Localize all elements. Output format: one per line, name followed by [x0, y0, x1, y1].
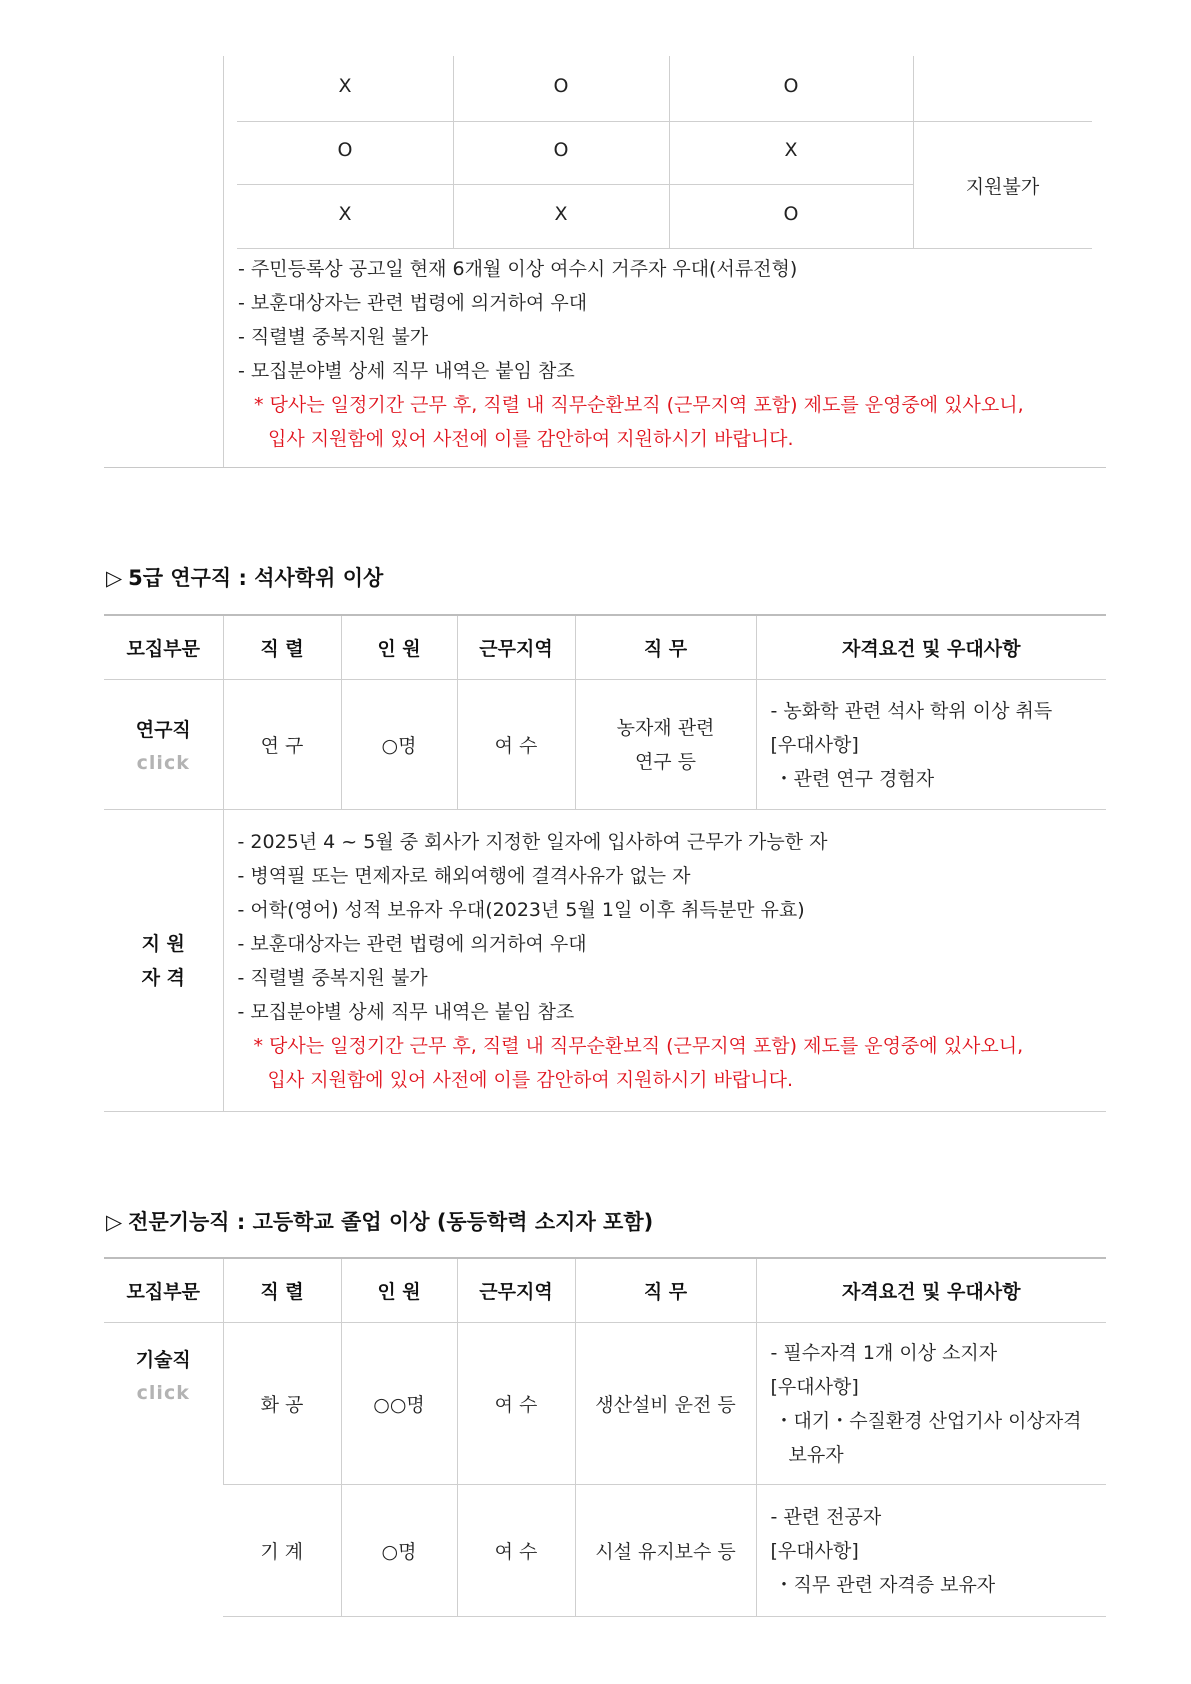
qualification-cell: [756, 1485, 1106, 1617]
table-cell: X: [338, 203, 352, 225]
divider: [223, 56, 224, 468]
section-title-text: 5급 연구직 : 석사학위 이상: [128, 566, 384, 590]
duty-cell: [575, 680, 756, 810]
column-header: 자격요건 및 우대사항: [756, 1258, 1106, 1323]
qual-label: 지 원: [141, 932, 185, 955]
table-cell: X: [784, 139, 798, 161]
divider: [104, 467, 1106, 468]
note-line: - 보훈대상자는 관련 법령에 의거하여 우대: [237, 932, 587, 955]
note-line: - 병역필 또는 면제자로 해외여행에 결격사유가 없는 자: [237, 864, 691, 887]
count-cell: ○○명: [341, 1323, 457, 1485]
column-header: 직 무: [575, 615, 756, 680]
note-line: - 직렬별 중복지원 불가: [237, 966, 428, 989]
technical-table: [104, 1257, 1106, 1617]
divider: [237, 184, 913, 185]
table-cell: O: [553, 139, 569, 161]
column-header: 모집부문: [104, 615, 223, 680]
note-line: - 2025년 4 ~ 5월 중 회사가 지정한 일자에 입사하여 근무가 가능한 자: [237, 830, 828, 853]
count-cell: ○명: [341, 680, 457, 810]
qual-line: ・직무 관련 자격증 보유자: [774, 1573, 996, 1596]
qual-label: 자 격: [141, 966, 185, 989]
duty-line: 연구 등: [634, 750, 697, 773]
warning-line: 입사 지원함에 있어 사전에 이를 감안하여 지원하시기 바랍니다.: [268, 428, 794, 450]
column-header: 근무지역: [457, 615, 575, 680]
section-title: [106, 562, 383, 592]
note-line: - 보훈대상자는 관련 법령에 의거하여 우대: [238, 292, 588, 314]
triangle-right-icon: ▷: [106, 1210, 123, 1234]
qual-line: [우대사항]: [770, 1539, 859, 1562]
table-cell: X: [554, 203, 568, 225]
qual-line: - 관련 전공자: [770, 1505, 882, 1528]
divider: [237, 248, 1092, 249]
table-cell: X: [338, 75, 352, 97]
column-header: 직 렬: [223, 615, 341, 680]
qual-line: ・대기・수질환경 산업기사 이상자격: [774, 1409, 1082, 1432]
warning-line: * 당사는 일정기간 근무 후, 직렬 내 직무순환보직 (근무지역 포함) 제도를 운영중에 있사오니,: [253, 1034, 1024, 1057]
warning-line: 입사 지원함에 있어 사전에 이를 감안하여 지원하시기 바랍니다.: [267, 1068, 794, 1091]
count-cell: ○명: [341, 1485, 457, 1617]
qual-line: - 농화학 관련 석사 학위 이상 취득: [770, 699, 1053, 722]
column-header: 모집부문: [104, 1258, 223, 1323]
status-cell: 지원불가: [965, 176, 1040, 198]
duty-cell: 생산설비 운전 등: [575, 1323, 756, 1485]
qualification-cell: [756, 680, 1106, 810]
column-header: 근무지역: [457, 1258, 575, 1323]
table-cell: O: [783, 75, 799, 97]
column-header: 인 원: [341, 1258, 457, 1323]
column-header: 인 원: [341, 615, 457, 680]
note-line: - 모집분야별 상세 직무 내역은 붙임 참조: [238, 360, 575, 382]
note-line: - 주민등록상 공고일 현재 6개월 이상 여수시 거주자 우대(서류전형): [238, 258, 798, 280]
warning-line: * 당사는 일정기간 근무 후, 직렬 내 직무순환보직 (근무지역 포함) 제도를 운영중에 있사오니,: [254, 394, 1024, 416]
category-name: 기술직: [135, 1349, 191, 1371]
column-header: 직 렬: [223, 1258, 341, 1323]
qual-line: [우대사항]: [770, 1375, 859, 1398]
category-name: 연구직: [135, 719, 191, 741]
click-link[interactable]: click: [136, 752, 190, 774]
table-header-row: [104, 1258, 1106, 1323]
table-row: [104, 1485, 1106, 1617]
qual-label-cell: [104, 810, 223, 1112]
column-header: 직 무: [575, 1258, 756, 1323]
qual-line: 보유자: [788, 1443, 844, 1466]
notes: [238, 252, 1024, 456]
note-line: - 어학(영어) 성적 보유자 우대(2023년 5월 1일 이후 취득분만 유효): [237, 898, 805, 921]
series-cell: 기 계: [223, 1485, 341, 1617]
note-line: - 직렬별 중복지원 불가: [238, 326, 429, 348]
location-cell: 여 수: [457, 1485, 575, 1617]
divider: [237, 121, 1092, 122]
section-title: [106, 1206, 653, 1236]
divider: [913, 56, 914, 248]
research-table: [104, 614, 1106, 1112]
column-header: 자격요건 및 우대사항: [756, 615, 1106, 680]
duty-cell: 시설 유지보수 등: [575, 1485, 756, 1617]
series-cell: 화 공: [223, 1323, 341, 1485]
table-cell: O: [783, 203, 799, 225]
category-cell: [104, 1323, 223, 1617]
qualification-cell: [756, 1323, 1106, 1485]
qual-line: - 필수자격 1개 이상 소지자: [770, 1341, 998, 1364]
section-title-text: 전문기능직 : 고등학교 졸업 이상 (동등학력 소지자 포함): [128, 1210, 654, 1234]
location-cell: 여 수: [457, 680, 575, 810]
location-cell: 여 수: [457, 1323, 575, 1485]
note-line: - 모집분야별 상세 직무 내역은 붙임 참조: [237, 1000, 575, 1023]
category-cell: [104, 680, 223, 810]
qual-line: ・관련 연구 경험자: [774, 767, 935, 790]
click-link[interactable]: click: [136, 1382, 190, 1404]
series-cell: 연 구: [223, 680, 341, 810]
table-row: [104, 680, 1106, 810]
triangle-right-icon: ▷: [106, 566, 123, 590]
table-header-row: [104, 615, 1106, 680]
table-cell: O: [553, 75, 569, 97]
qual-line: [우대사항]: [770, 733, 859, 756]
duty-line: 농자재 관련: [616, 716, 715, 739]
table-row: [104, 810, 1106, 1112]
notes-cell: [223, 810, 1106, 1112]
table-cell: O: [337, 139, 353, 161]
table-row: [104, 1323, 1106, 1485]
